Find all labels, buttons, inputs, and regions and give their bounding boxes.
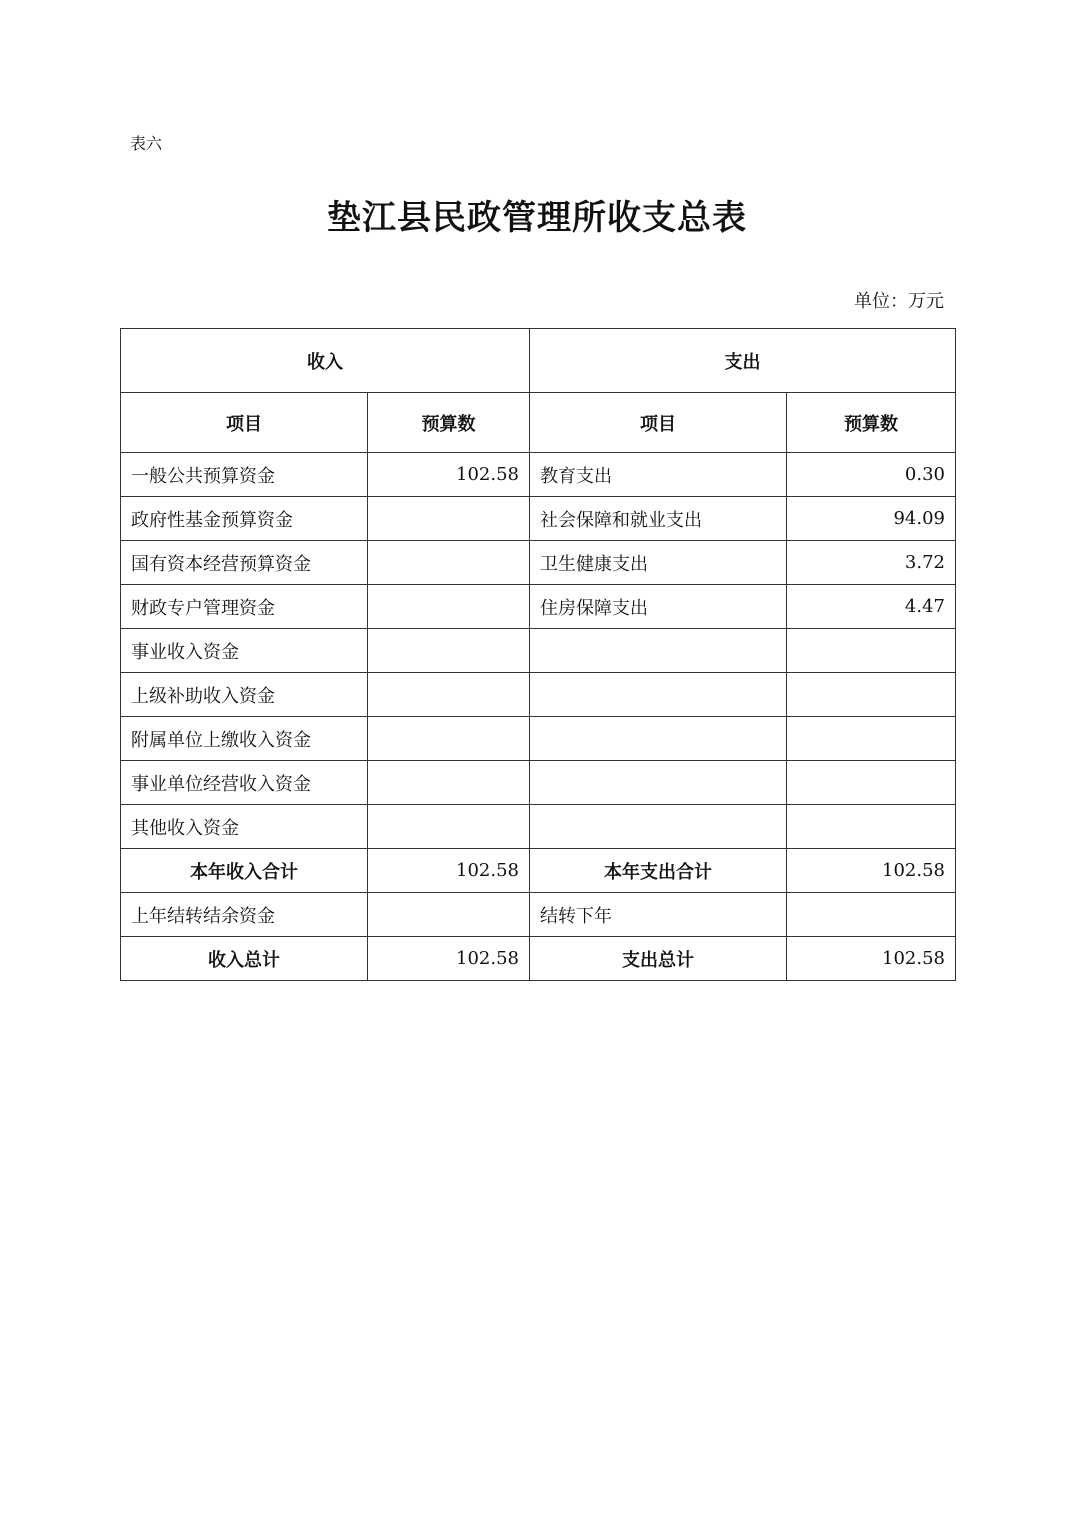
expense-item-cell: 住房保障支出 bbox=[530, 585, 787, 629]
income-carry-label: 上年结转结余资金 bbox=[121, 893, 368, 937]
income-total-label: 收入总计 bbox=[121, 937, 368, 981]
expense-item-cell bbox=[530, 673, 787, 717]
table-row bbox=[121, 761, 956, 805]
income-item-cell: 一般公共预算资金 bbox=[121, 453, 368, 497]
income-budget-cell: 102.58 bbox=[368, 453, 530, 497]
expense-budget-cell bbox=[787, 717, 956, 761]
income-budget-cell bbox=[368, 717, 530, 761]
income-carry-value bbox=[368, 893, 530, 937]
table-row bbox=[121, 541, 956, 585]
income-subtotal-value: 102.58 bbox=[368, 849, 530, 893]
expense-carry-label: 结转下年 bbox=[530, 893, 787, 937]
expense-item-cell bbox=[530, 717, 787, 761]
expense-budget-cell bbox=[787, 629, 956, 673]
expense-item-cell bbox=[530, 761, 787, 805]
table-row bbox=[121, 585, 956, 629]
income-item-header: 项目 bbox=[121, 393, 368, 453]
expense-group-header: 支出 bbox=[530, 329, 956, 393]
expense-item-header: 项目 bbox=[530, 393, 787, 453]
expense-subtotal-label: 本年支出合计 bbox=[530, 849, 787, 893]
table-row bbox=[121, 673, 956, 717]
expense-budget-cell bbox=[787, 673, 956, 717]
income-budget-header: 预算数 bbox=[368, 393, 530, 453]
expense-total-value: 102.58 bbox=[787, 937, 956, 981]
expense-subtotal-value: 102.58 bbox=[787, 849, 956, 893]
expense-budget-header: 预算数 bbox=[787, 393, 956, 453]
income-item-cell: 事业收入资金 bbox=[121, 629, 368, 673]
income-item-cell: 国有资本经营预算资金 bbox=[121, 541, 368, 585]
expense-item-cell bbox=[530, 805, 787, 849]
unit-label: 单位：万元 bbox=[854, 291, 944, 312]
table-row bbox=[121, 629, 956, 673]
expense-budget-cell: 94.09 bbox=[787, 497, 956, 541]
income-item-cell: 其他收入资金 bbox=[121, 805, 368, 849]
expense-budget-cell: 3.72 bbox=[787, 541, 956, 585]
income-group-header: 收入 bbox=[121, 329, 530, 393]
total-row bbox=[121, 937, 956, 981]
table-row bbox=[121, 453, 956, 497]
income-budget-cell bbox=[368, 761, 530, 805]
income-budget-cell bbox=[368, 629, 530, 673]
expense-budget-cell bbox=[787, 805, 956, 849]
income-item-cell: 附属单位上缴收入资金 bbox=[121, 717, 368, 761]
page-title: 垫江县民政管理所收支总表 bbox=[327, 198, 747, 238]
income-budget-cell bbox=[368, 805, 530, 849]
income-item-cell: 政府性基金预算资金 bbox=[121, 497, 368, 541]
income-budget-cell bbox=[368, 673, 530, 717]
expense-budget-cell bbox=[787, 761, 956, 805]
table-row bbox=[121, 805, 956, 849]
income-budget-cell bbox=[368, 497, 530, 541]
expense-budget-cell: 0.30 bbox=[787, 453, 956, 497]
carry-over-row bbox=[121, 893, 956, 937]
expense-item-cell bbox=[530, 629, 787, 673]
income-budget-cell bbox=[368, 541, 530, 585]
group-header-row bbox=[121, 329, 956, 393]
income-budget-cell bbox=[368, 585, 530, 629]
income-item-cell: 上级补助收入资金 bbox=[121, 673, 368, 717]
table-label: 表六 bbox=[130, 134, 163, 153]
table-row bbox=[121, 717, 956, 761]
expense-carry-value bbox=[787, 893, 956, 937]
income-subtotal-label: 本年收入合计 bbox=[121, 849, 368, 893]
expense-total-label: 支出总计 bbox=[530, 937, 787, 981]
column-header-row bbox=[121, 393, 956, 453]
expense-item-cell: 教育支出 bbox=[530, 453, 787, 497]
income-item-cell: 财政专户管理资金 bbox=[121, 585, 368, 629]
expense-item-cell: 卫生健康支出 bbox=[530, 541, 787, 585]
income-item-cell: 事业单位经营收入资金 bbox=[121, 761, 368, 805]
subtotal-row bbox=[121, 849, 956, 893]
table-row bbox=[121, 497, 956, 541]
expense-budget-cell: 4.47 bbox=[787, 585, 956, 629]
expense-item-cell: 社会保障和就业支出 bbox=[530, 497, 787, 541]
income-expense-table bbox=[120, 328, 956, 981]
income-total-value: 102.58 bbox=[368, 937, 530, 981]
